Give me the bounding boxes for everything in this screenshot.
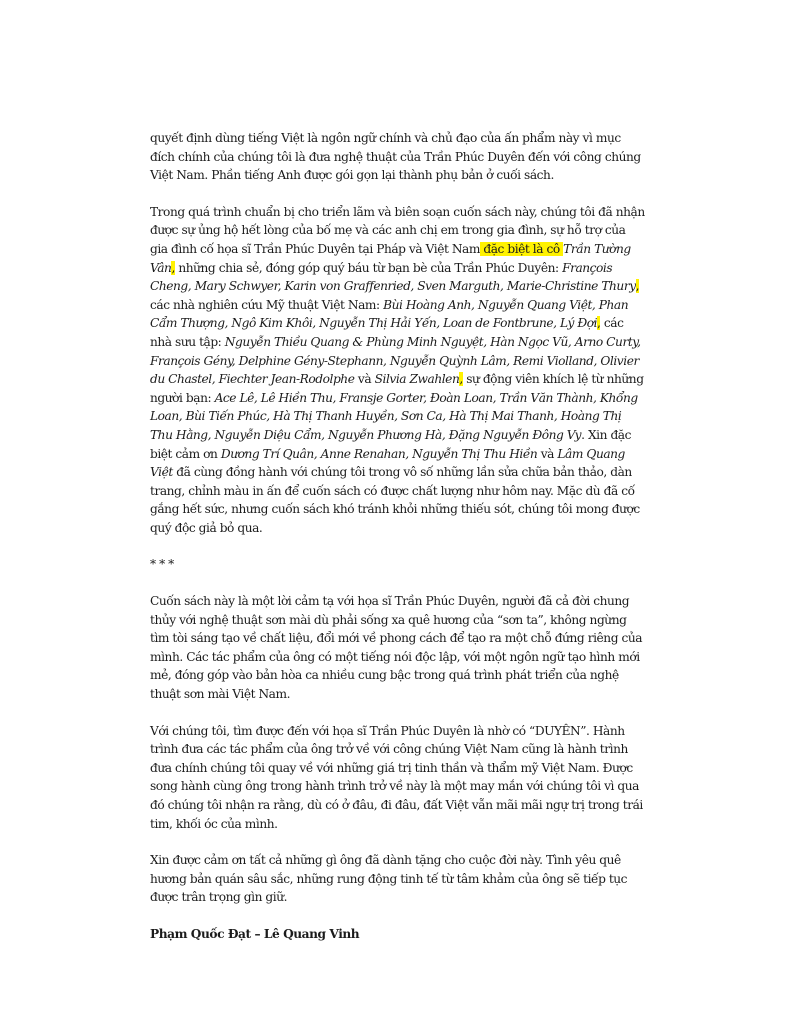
- ack-names: François Cheng, Mary Schwyer, Karin von Graffenried, Sven Marguth, Marie-Christine Thury: [150, 260, 636, 294]
- ack-text: các nhà sưu tập:: [150, 316, 624, 349]
- ack-name: Trần Tường Vân: [150, 241, 631, 275]
- highlight-mark: đặc biệt là cô: [479, 241, 564, 256]
- ack-text: những chia sẻ, đóng góp quý báu từ bạn bè của Trần Phúc Duyên:: [174, 260, 563, 275]
- highlight-mark: ,: [597, 316, 601, 331]
- section-divider: * * *: [150, 557, 174, 572]
- ack-text: và: [537, 446, 558, 461]
- paragraph-thanks: Xin được cảm ơn tất cả những gì ông đã dành tặng cho cuộc đời này. Tình yêu quê hương bản quán sâu sắc, những rung động tinh tế từ tâm khảm của ông sẽ tiếp tục được trân trọng gìn giữ.: [150, 853, 628, 905]
- ack-text: và: [354, 372, 375, 387]
- author-signature: Phạm Quốc Đạt – Lê Quang Vinh: [150, 926, 360, 941]
- paragraph-duyen: Với chúng tôi, tìm được đến với họa sĩ Trần Phúc Duyên là nhờ có “DUYÊN”. Hành trình đưa các tác phẩm của ông trở về với công chúng Việt Nam cũng là hành trình đưa chính chúng tôi quay về với những giá trị tinh thần và thẩm mỹ Việt Nam. Được song hành cùng ông trong hành trình trở về này là một may mắn với chúng tôi vì qua đó chúng tôi nhận ra rằng, dù có ở đâu, đi đâu, đất Việt vẫn mãi mãi ngự trị trong trái tim, khối óc của mình.: [150, 723, 643, 831]
- highlight-mark: ,: [459, 372, 463, 387]
- ack-names: Bùi Hoàng Anh, Nguyễn Quang Việt, Phan Cẩm Thượng, Ngô Kim Khôi, Nguyễn Thị Hải Yến, Loan de Fontbrune, Lý Đợi: [150, 297, 629, 331]
- paragraph-language-note: quyết định dùng tiếng Việt là ngôn ngữ chính và chủ đạo của ấn phẩm này vì mục đích chính của chúng tôi là đưa nghệ thuật của Trần Phúc Duyên đến với công chúng Việt Nam. Phần tiếng Anh được gói gọn lại thành phụ bản ở cuối sách.: [150, 131, 641, 183]
- paragraph-acknowledgements: [150, 203, 646, 538]
- highlight-mark: ,: [635, 279, 640, 294]
- ack-name: Lâm Quang Việt: [150, 446, 625, 480]
- ack-names: Dương Trí Quân, Anne Renahan, Nguyễn Thị Thu Hiền: [220, 446, 538, 461]
- ack-names: Ace Lê, Lê Hiền Thu, Fransje Gorter, Đoàn Loan, Trần Văn Thành, Khổng Loan, Bùi Tiến Phúc, Hà Thị Thanh Huyền, Sơn Ca, Hà Thị Mai Thanh, Hoàng Thị Thu Hằng, Nguyễn Diệu Cẩm, Nguyễn Phương Hà, Đặng Nguyễn Đông Vy: [150, 390, 638, 442]
- ack-text: . Xin đặc biệt cảm ơn: [150, 427, 631, 461]
- ack-text: sự động viên khích lệ từ những người bạn:: [150, 372, 644, 405]
- ack-text: các nhà nghiên cứu Mỹ thuật Việt Nam:: [150, 297, 384, 312]
- ack-text: đã cùng đồng hành với chúng tôi trong vô số những lần sửa chữa bản thảo, dàn trang, chỉnh màu in ấn để cuốn sách có được chất lượng như hôm nay. Mặc dù đã cố gắng hết sức, nhưng cuốn sách khó tránh khỏi những thiếu sót, chúng tôi mong được quý độc giả bỏ qua.: [150, 465, 640, 535]
- ack-text: Trong quá trình chuẩn bị cho triển lãm và biên soạn cuốn sách này, chúng tôi đã nhận được sự ủng hộ hết lòng của bố mẹ và các anh chị em trong gia đình, sự hỗ trợ của gia đình cố họa sĩ Trần Phúc Duyên tại Pháp và Việt Nam: [150, 204, 645, 256]
- ack-name: Silvia Zwahlen: [374, 372, 460, 387]
- paragraph-tribute: Cuốn sách này là một lời cảm tạ với họa sĩ Trần Phúc Duyên, người đã cả đời chung thủy với nghệ thuật sơn mài dù phải sống xa quê hương của “sơn ta”, không ngừng tìm tòi sáng tạo về chất liệu, đổi mới về phong cách để tạo ra một chỗ đứng riêng của mình. Các tác phẩm của ông có một tiếng nói độc lập, với một ngôn ngữ tạo hình mới mẻ, đóng góp vào bản hòa ca nhiều cung bậc trong quá trình phát triển của nghệ thuật sơn mài Việt Nam.: [150, 594, 643, 702]
- ack-names: Nguyễn Thiều Quang & Phùng Minh Nguyệt, Hàn Ngọc Vũ, Arno Curty, François Gény, Delphine Gény-Stephann, Nguyễn Quỳnh Lâm, Remi Violland, Olivier du Chastel, Fiechter Jean-Rodolphe: [150, 334, 641, 387]
- highlight-mark: ,: [171, 260, 175, 275]
- text-column: [150, 129, 646, 962]
